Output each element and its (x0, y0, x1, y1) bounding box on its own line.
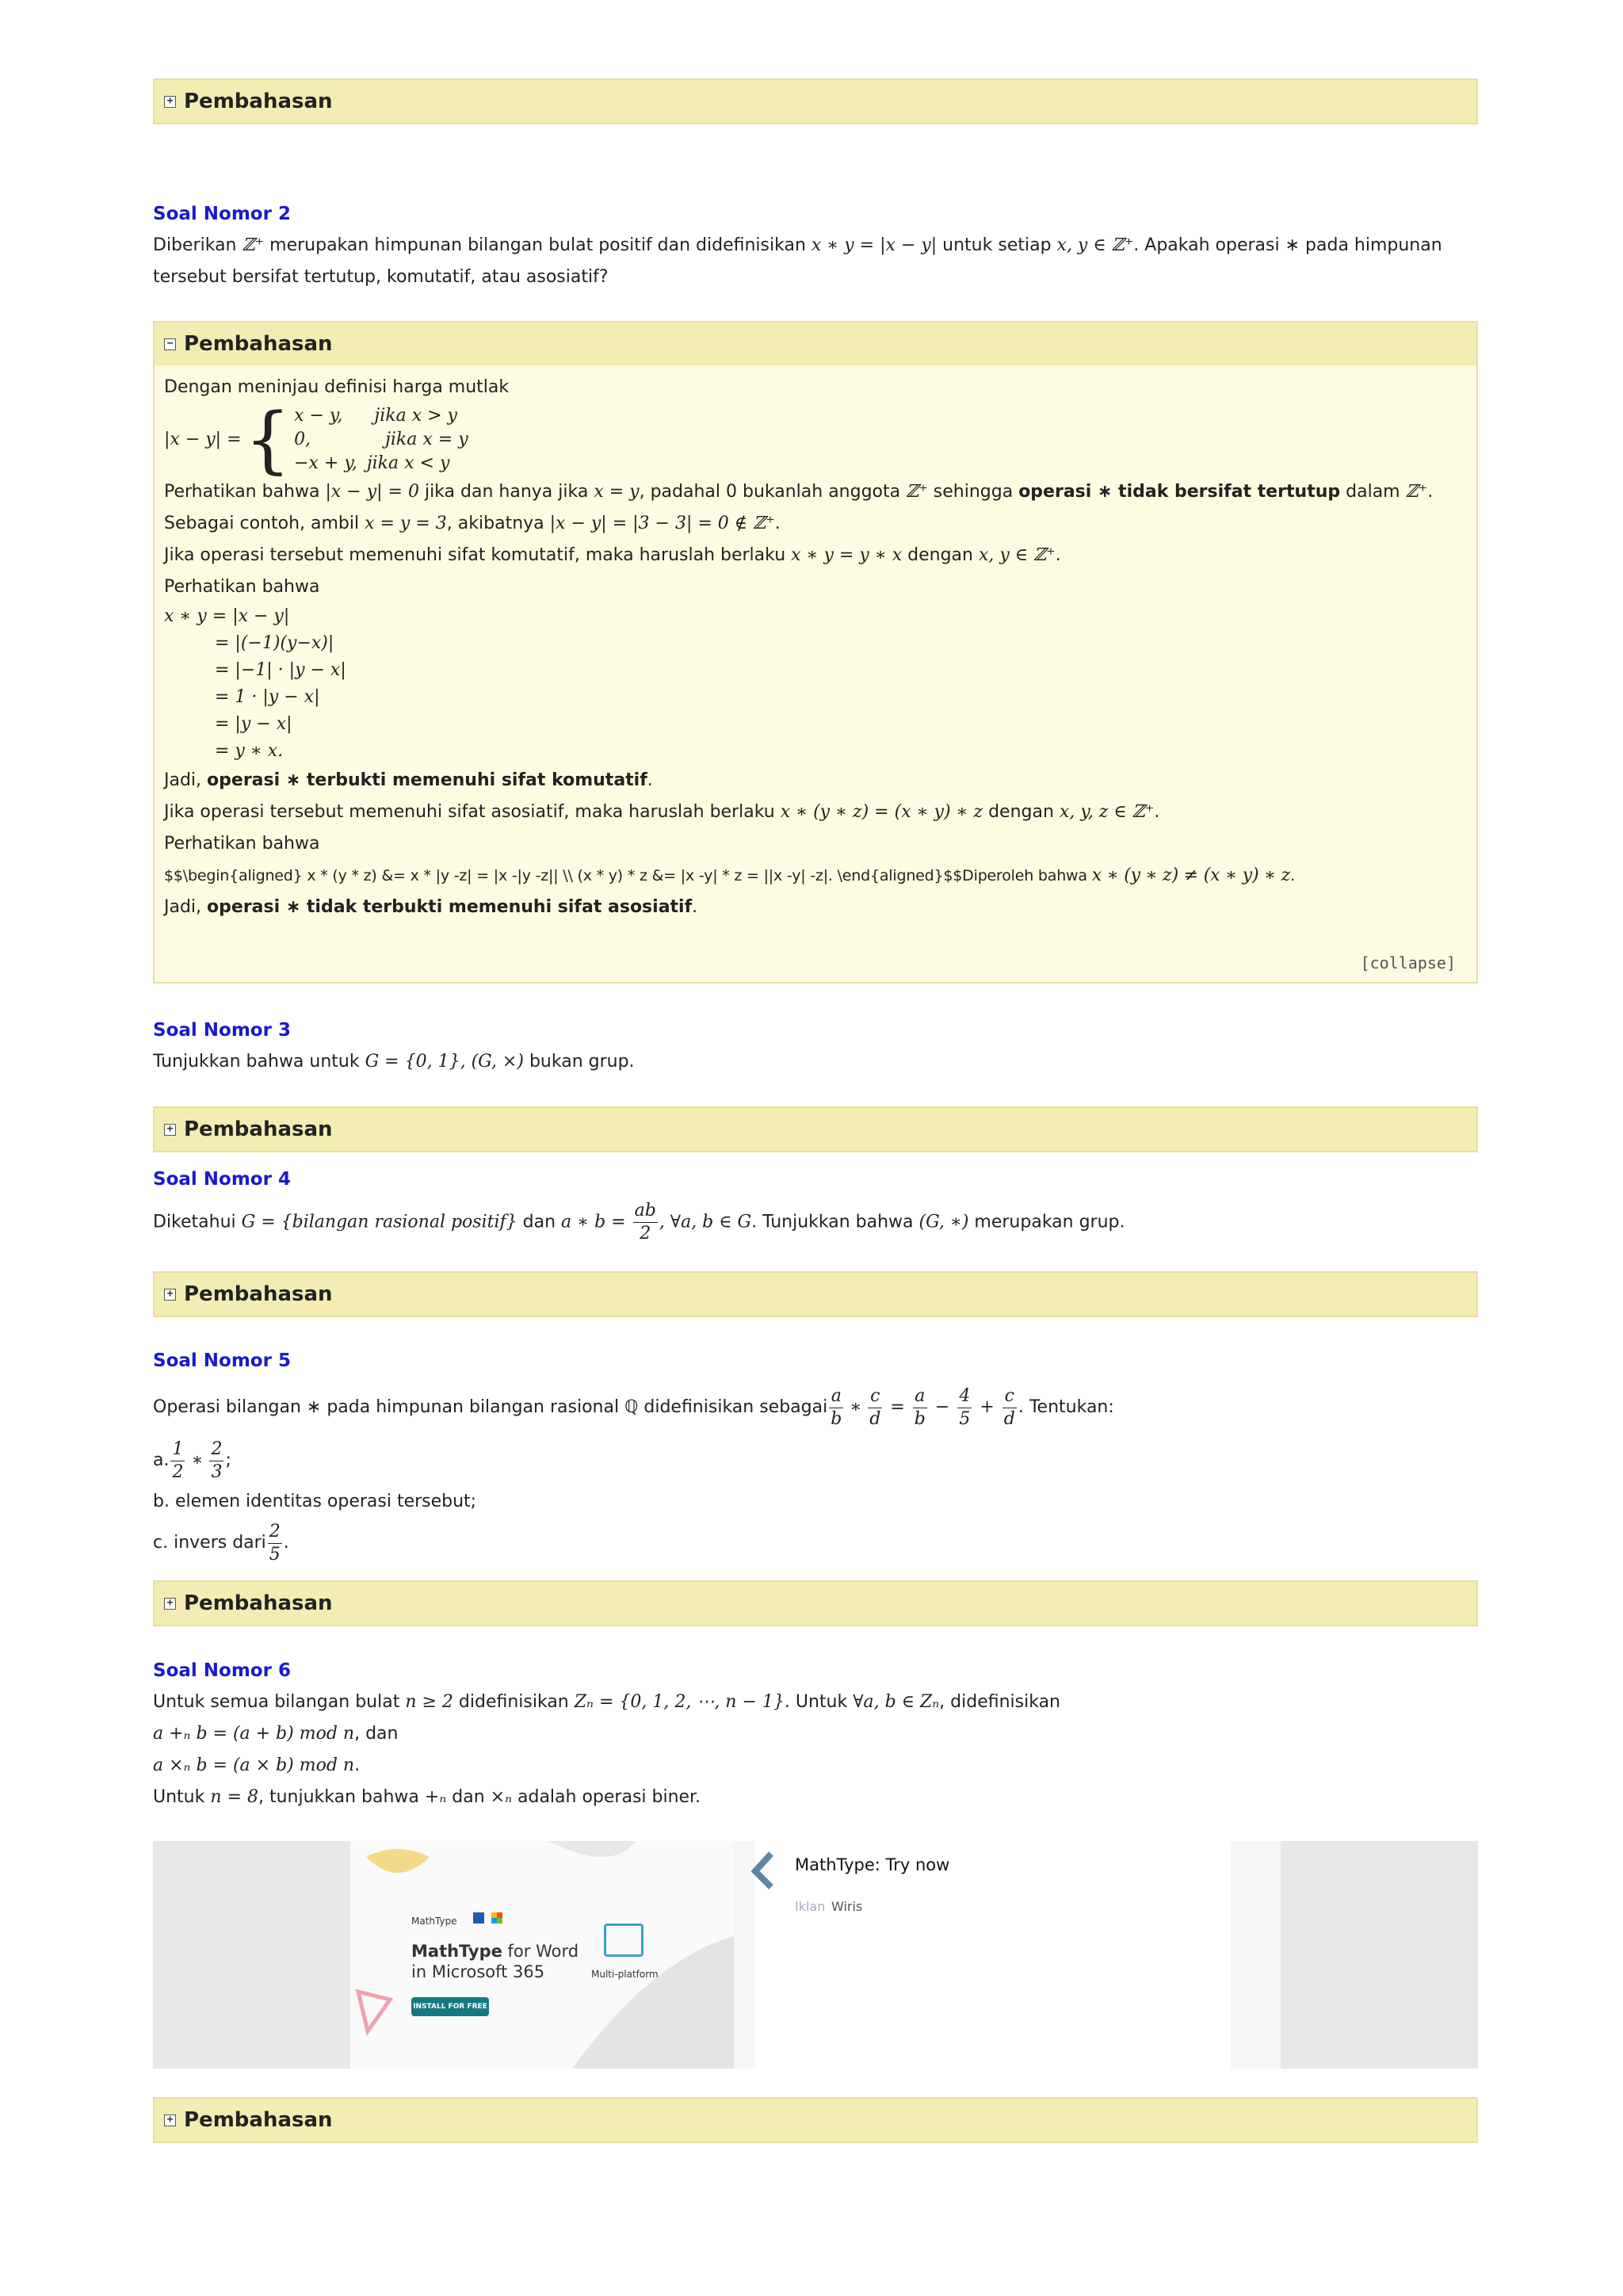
solution-2-body (155, 365, 1476, 972)
text: merupakan himpunan bilangan bulat positif dan didefinisikan (264, 235, 812, 255)
math: |x − y| = |3 − 3| = 0 ∉ ℤ⁺ (549, 514, 775, 533)
text: dalam (1340, 482, 1406, 502)
question-4-title: Soal Nomor 4 (153, 1169, 291, 1190)
ad-side-panel-left (153, 1841, 350, 2069)
ad-title[interactable]: MathType: Try now (795, 1855, 950, 1874)
text: Diketahui (153, 1212, 242, 1232)
solution-text (164, 540, 1467, 571)
text: Perhatikan bahwa (164, 482, 326, 502)
solution-text (164, 797, 1467, 828)
question-5-item-c (153, 1518, 1478, 1568)
question-2 (153, 198, 1478, 293)
solution-toggle-1[interactable] (155, 80, 1476, 123)
denominator: d (1003, 1408, 1015, 1429)
text: bukan grup. (523, 1052, 635, 1072)
microsoft-icon (491, 1912, 502, 1924)
math: x ∗ (y ∗ z) ≠ (x ∗ y) ∗ z (1091, 865, 1291, 885)
solution-text: Dengan meninjau definisi harga mutlak (164, 377, 510, 397)
absolute-value-cases (164, 397, 1467, 482)
math: , ∀a, b ∈ G (659, 1212, 752, 1232)
solution-text: Perhatikan bahwa (164, 834, 320, 854)
text: , akibatnya (446, 514, 550, 533)
expand-icon: + (164, 96, 176, 108)
numerator: 2 (209, 1438, 223, 1461)
solution-text (164, 860, 1467, 892)
install-button[interactable]: INSTALL FOR FREE (411, 1997, 489, 2016)
text: . (692, 897, 698, 917)
case-row (294, 452, 468, 476)
math: x − y, (294, 406, 343, 426)
text: . (283, 1533, 289, 1553)
fraction (170, 1438, 185, 1484)
solution-toggle-2[interactable] (155, 323, 1476, 365)
solution-box-2 (153, 321, 1478, 984)
text: . (1055, 545, 1061, 565)
math: −x + y, (294, 453, 357, 473)
text: Untuk (153, 1787, 211, 1807)
text: Diberikan (153, 235, 242, 255)
case-row (294, 404, 468, 428)
brace-icon: { (244, 397, 292, 482)
solution-toggle-4[interactable] (155, 1273, 1476, 1316)
ad-advertiser: Wiris (831, 1899, 863, 1914)
question-6-line-4 (153, 1782, 1478, 1813)
commutative-derivation (164, 603, 1467, 765)
denominator: b (831, 1408, 842, 1429)
question-6-text (153, 1687, 1478, 1718)
math: G = {bilangan rasional positif} (241, 1212, 517, 1232)
math: jika x < y (366, 453, 450, 473)
numerator: 4 (957, 1385, 972, 1408)
math: 0, (294, 430, 311, 449)
math: (G, ∗) (918, 1212, 969, 1232)
derivation-row: = 1 · |y − x| (215, 687, 320, 707)
math: + (980, 1397, 995, 1417)
solution-toggle-label: Pembahasan (184, 1591, 333, 1615)
numerator: c (1002, 1385, 1017, 1408)
expand-icon: + (164, 1124, 176, 1136)
text: Operasi bilangan ∗ pada himpunan bilangan rasional ℚ didefinisikan sebagai (153, 1397, 828, 1417)
text: adalah operasi biner. (512, 1787, 701, 1807)
expand-icon: + (164, 1598, 176, 1610)
ad-brand-text: MathType (411, 1942, 502, 1961)
denominator: 5 (959, 1408, 971, 1429)
question-4-text (153, 1200, 1478, 1245)
question-5 (153, 1345, 1478, 1568)
text: Jika operasi tersebut memenuhi sifat komutatif, maka haruslah berlaku (164, 545, 792, 565)
question-4 (153, 1163, 1478, 1245)
question-6-title: Soal Nomor 6 (153, 1660, 291, 1681)
fraction (913, 1385, 927, 1431)
math: jika x > y (374, 406, 457, 426)
derivation-row: = |−1| · |y − x| (215, 660, 346, 680)
text: c. invers dari (153, 1533, 266, 1553)
question-6 (153, 1655, 1478, 1813)
question-3 (153, 1014, 1478, 1078)
text: , dan (354, 1724, 399, 1744)
numerator: a (829, 1385, 843, 1408)
back-arrow-icon[interactable] (747, 1851, 779, 1890)
solution-box-6 (153, 2097, 1478, 2143)
math: x ∗ (y ∗ z) = (x ∗ y) ∗ z (780, 802, 983, 822)
math: x, y ∈ ℤ⁺ (1056, 235, 1134, 255)
text: . Tunjukkan bahwa (751, 1212, 919, 1232)
bold-text: operasi ∗ tidak terbukti memenuhi sifat asosiatif (207, 897, 693, 917)
math: x ∗ y = |x − y| (811, 235, 938, 255)
denominator: 2 (640, 1224, 651, 1244)
text: jika dan hanya jika (418, 482, 594, 502)
bold-text: operasi ∗ tidak bersifat tertutup (1018, 482, 1341, 502)
text: . Sebagai contoh, ambil (164, 482, 1434, 533)
solution-box-3 (153, 1106, 1478, 1152)
solution-toggle-6[interactable] (155, 2099, 1476, 2141)
ad-text-panel[interactable] (755, 1841, 1231, 2069)
case-row (294, 428, 468, 452)
fraction (868, 1385, 882, 1431)
math: − (934, 1397, 950, 1417)
math: a ∗ b = (561, 1212, 626, 1232)
fraction (829, 1385, 843, 1431)
numerator: ab (633, 1200, 658, 1223)
solution-box-1 (153, 78, 1478, 124)
ad-headline-line-1 (411, 1941, 579, 1962)
math: = (890, 1397, 905, 1417)
math: ℤ⁺ (242, 235, 265, 255)
text: , tunjukkan bahwa (258, 1787, 425, 1807)
text: Tunjukkan bahwa untuk (153, 1052, 365, 1072)
question-2-text (153, 230, 1478, 293)
text: . Apakah operasi ∗ pada himpunan tersebut bersifat tertutup, komutatif, atau asosiatif? (153, 235, 1442, 287)
denominator: d (869, 1408, 881, 1429)
question-2-title: Soal Nomor 2 (153, 204, 291, 224)
fraction (268, 1521, 282, 1566)
text: dan (446, 1787, 491, 1807)
math: x ∗ y = y ∗ x (791, 545, 903, 565)
solution-text: Perhatikan bahwa (164, 577, 320, 597)
text: untuk setiap (937, 235, 1057, 255)
collapse-link[interactable]: [collapse] (1360, 953, 1456, 972)
ad-image[interactable] (350, 1841, 734, 2069)
text: ; (225, 1450, 231, 1470)
solution-text (164, 765, 1467, 797)
question-6-line-2 (153, 1718, 1478, 1750)
text: sehingga (927, 482, 1019, 502)
math: ∗ (191, 1450, 204, 1470)
bold-text: operasi ∗ terbukti memenuhi sifat komutatif (207, 770, 647, 790)
math: n = 8 (210, 1787, 258, 1807)
denominator: 3 (211, 1461, 223, 1482)
solution-box-5 (153, 1580, 1478, 1626)
text: Jadi, (164, 897, 208, 917)
fraction (1002, 1385, 1017, 1431)
math: +ₙ (424, 1787, 447, 1807)
multi-platform-icon (604, 1924, 643, 1957)
ad-label: Iklan (795, 1899, 826, 1914)
fraction (209, 1438, 223, 1484)
math: n ≥ 2 (405, 1692, 453, 1712)
solution-text (164, 892, 1467, 923)
math: |x − y| = (164, 430, 242, 449)
solution-toggle-5[interactable] (155, 1582, 1476, 1625)
solution-toggle-label: Pembahasan (184, 332, 333, 356)
math: x, y, z ∈ ℤ⁺ (1059, 802, 1155, 822)
math: |x − y| = 0 (325, 482, 419, 502)
text: . (1290, 867, 1295, 884)
math: ×ₙ (490, 1787, 512, 1807)
denominator: 5 (269, 1544, 281, 1564)
derivation-row: = |y − x| (215, 714, 292, 734)
numerator: a (913, 1385, 927, 1408)
numerator: c (868, 1385, 882, 1408)
derivation-row: = y ∗ x. (215, 741, 284, 761)
question-5-title: Soal Nomor 5 (153, 1350, 291, 1371)
math: ∗ (850, 1397, 862, 1417)
question-3-title: Soal Nomor 3 (153, 1020, 291, 1041)
fraction (633, 1200, 658, 1245)
math: jika x = y (385, 430, 468, 449)
solution-text (164, 476, 1467, 540)
question-3-text (153, 1046, 1478, 1078)
question-5-item-b: b. elemen identitas operasi tersebut; (153, 1492, 477, 1511)
text: dan (517, 1212, 562, 1232)
solution-box-4 (153, 1271, 1478, 1317)
solution-toggle-label: Pembahasan (184, 1117, 333, 1141)
text: Jika operasi tersebut memenuhi sifat asosiatif, maka haruslah berlaku (164, 802, 781, 822)
expand-icon: + (164, 2115, 176, 2126)
math: ∀a, b ∈ Zₙ (853, 1692, 940, 1712)
fraction (957, 1385, 972, 1431)
text: . (647, 770, 653, 790)
solution-toggle-label: Pembahasan (184, 1282, 333, 1306)
text: , padahal 0 bukanlah anggota (639, 482, 907, 502)
question-5-item-a (153, 1435, 1478, 1486)
text: . Untuk (784, 1692, 854, 1712)
text: Untuk semua bilangan bulat (153, 1692, 406, 1712)
ad-headline-line-2: in Microsoft 365 (411, 1962, 545, 1981)
solution-toggle-3[interactable] (155, 1108, 1476, 1151)
text: . Tentukan: (1018, 1397, 1114, 1417)
text: merupakan grup. (968, 1212, 1125, 1232)
raw-latex-text: $$\begin{aligned} x * (y * z) &= x * |y -z| = |x -|y -z|| \\ (x * y) * z &= |x -y| * z = ||x -y| -z|. \end{aligned}$$Diperoleh bahwa (164, 867, 1092, 884)
math: a +ₙ b = (a + b) mod n (153, 1724, 355, 1744)
denominator: b (914, 1408, 926, 1429)
text: dengan (902, 545, 979, 565)
math: x, y ∈ ℤ⁺ (978, 545, 1056, 565)
text: . (774, 514, 781, 533)
math: G = {0, 1}, (G, ×) (365, 1052, 524, 1072)
word-icon (473, 1912, 484, 1924)
numerator: 2 (268, 1521, 282, 1544)
ad-side-panel-right (1281, 1841, 1478, 2069)
ad-text: for Word (502, 1942, 579, 1961)
math: x = y = 3 (365, 514, 447, 533)
question-5-text (153, 1380, 1478, 1435)
math: ℤ⁺ (1405, 482, 1428, 502)
ad-brand: MathType (411, 1916, 457, 1927)
text: a. (153, 1450, 170, 1470)
cases-rows (294, 404, 468, 476)
denominator: 2 (172, 1461, 184, 1482)
text: Jadi, (164, 770, 208, 790)
advertisement[interactable] (153, 1841, 1478, 2069)
derivation-row: x ∗ y = |x − y| (164, 606, 290, 626)
solution-toggle-label: Pembahasan (184, 90, 333, 113)
text: , didefinisikan (939, 1692, 1061, 1712)
text: . (1154, 802, 1160, 822)
text: . (354, 1755, 361, 1775)
derivation-row: = |(−1)(y−x)| (215, 633, 334, 653)
math: a ×ₙ b = (a × b) mod n (153, 1755, 355, 1775)
text: didefinisikan (453, 1692, 575, 1712)
numerator: 1 (170, 1438, 185, 1461)
question-6-line-3 (153, 1750, 1478, 1782)
math: x = y (594, 482, 640, 502)
math: ℤ⁺ (906, 482, 928, 502)
text: dengan (983, 802, 1060, 822)
math: Zₙ = {0, 1, 2, ⋯, n − 1} (574, 1692, 785, 1712)
solution-toggle-label: Pembahasan (184, 2108, 333, 2132)
ad-multi-platform: Multi-platform (591, 1969, 659, 1980)
collapse-icon: − (164, 338, 176, 350)
expand-icon: + (164, 1289, 176, 1301)
